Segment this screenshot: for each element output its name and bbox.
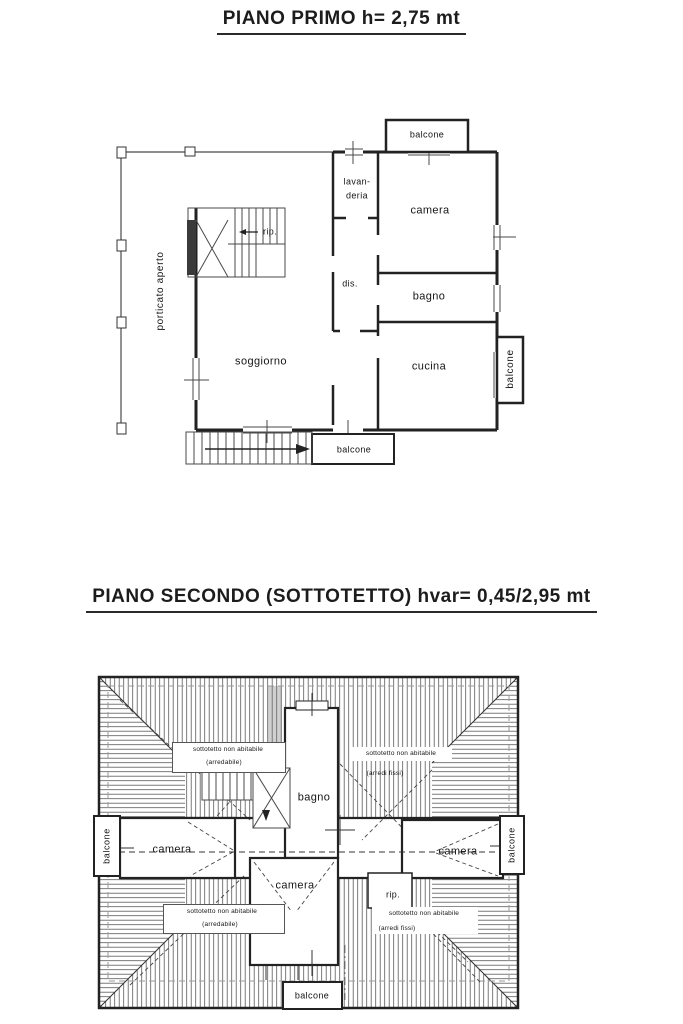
attic-label-balcone-right: balcone — [506, 827, 517, 863]
attic-label-balcone-bottom: balcone — [294, 990, 330, 1001]
attic-label-balcone-left: balcone — [101, 828, 112, 864]
attic-note-top-right-line2: (arredi fissi) — [366, 769, 404, 777]
attic-note-bottom-right-line1: sottotetto non abitabile — [388, 909, 460, 917]
attic-room-label-rip: rip. — [385, 889, 401, 900]
room-label-camera: camera — [410, 204, 450, 217]
attic-note-bottom-left-line2: (arredabile) — [202, 920, 238, 928]
attic-room-label-camera-bottom: camera — [275, 879, 315, 892]
attic-room-label-camera-left: camera — [152, 843, 192, 856]
attic-note-bottom-left-line1: sottotetto non abitabile — [186, 907, 258, 915]
room-label-cucina: cucina — [411, 360, 447, 373]
attic-note-top-right-line1: sottotetto non abitabile — [365, 749, 437, 757]
room-label-rip: rip. — [262, 226, 278, 237]
external-stairs — [186, 432, 312, 464]
attic-room-label-camera-right: camera — [438, 845, 478, 858]
first-floor-title-text: PIANO PRIMO h= 2,75 mt — [217, 8, 466, 35]
room-label-soggiorno: soggiorno — [235, 355, 287, 368]
room-label-bagno: bagno — [412, 290, 446, 303]
second-floor-title-text: PIANO SECONDO (SOTTOTETTO) hvar= 0,45/2,95 mt — [86, 586, 597, 613]
room-label-lavanderia-line1: lavan- — [343, 176, 371, 187]
attic-note-top-left-line1: sottotetto non abitabile — [192, 745, 264, 753]
porticato-boundary — [121, 152, 333, 430]
attic-room-label-bagno: bagno — [297, 791, 331, 804]
room-label-balcone-right: balcone — [505, 349, 516, 389]
first-floor-plan — [117, 120, 523, 464]
room-label-balcone-bottom: balcone — [336, 444, 372, 455]
second-floor-title — [0, 586, 683, 613]
attic-note-bottom-right-line2: (arredi fissi) — [378, 924, 416, 932]
internal-stairs — [187, 208, 285, 277]
room-label-balcone-top: balcone — [409, 129, 445, 140]
attic-note-top-left-line2: (arredabile) — [206, 758, 242, 766]
first-floor-title — [0, 8, 683, 35]
room-label-dis: dis. — [342, 278, 358, 289]
room-label-porticato-aperto: porticato aperto — [155, 251, 166, 331]
room-label-lavanderia-line2: deria — [345, 190, 369, 201]
